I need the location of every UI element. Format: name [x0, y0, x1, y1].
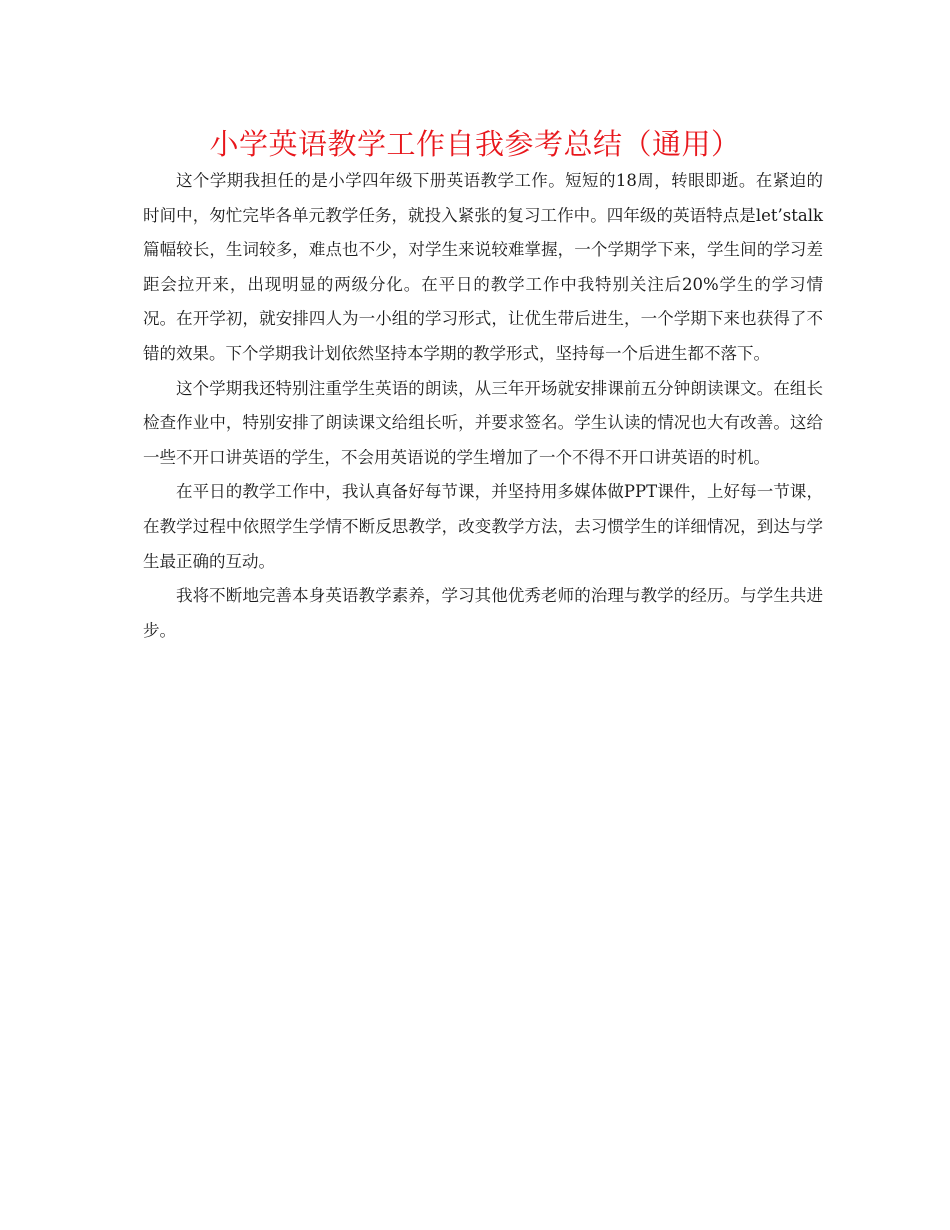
document-body — [143, 164, 823, 648]
paragraph-2: 这个学期我还特别注重学生英语的朗读，从三年开场就安排课前五分钟朗读课文。在组长检查作业中，特别安排了朗读课文给组长听，并要求签名。学生认读的情况也大有改善。这给一些不开口讲英语的学生，不会用英语说的学生增加了一个不得不开口讲英语的时机。 — [143, 378, 823, 467]
paragraph-1: 这个学期我担任的是小学四年级下册英语教学工作。短短的18周，转眼即逝。在紧迫的时间中，匆忙完毕各单元教学任务，就投入紧张的复习工作中。四年级的英语特点是let’stalk篇幅较长，生词较多，难点也不少，对学生来说较难掌握，一个学期学下来，学生间的学习差距会拉开来，出现明显的两级分化。在平日的教学工作中我特别关注后20%学生的学习情况。在开学初，就安排四人为一小组的学习形式，让优生带后进生，一个学期下来也获得了不错的效果。下个学期我计划依然坚持本学期的教学形式，坚持每一个后进生都不落下。 — [143, 171, 823, 363]
document-title: 小学英语教学工作自我参考总结（通用） — [209, 127, 741, 161]
paragraph-4: 我将不断地完善本身英语教学素养，学习其他优秀老师的治理与教学的经历。与学生共进步。 — [143, 586, 823, 640]
paragraph-3: 在平日的教学工作中，我认真备好每节课，并坚持用多媒体做PPT课件，上好每一节课，在教学过程中依照学生学情不断反思教学，改变教学方法，去习惯学生的详细情况，到达与学生最正确的互动。 — [143, 482, 823, 571]
